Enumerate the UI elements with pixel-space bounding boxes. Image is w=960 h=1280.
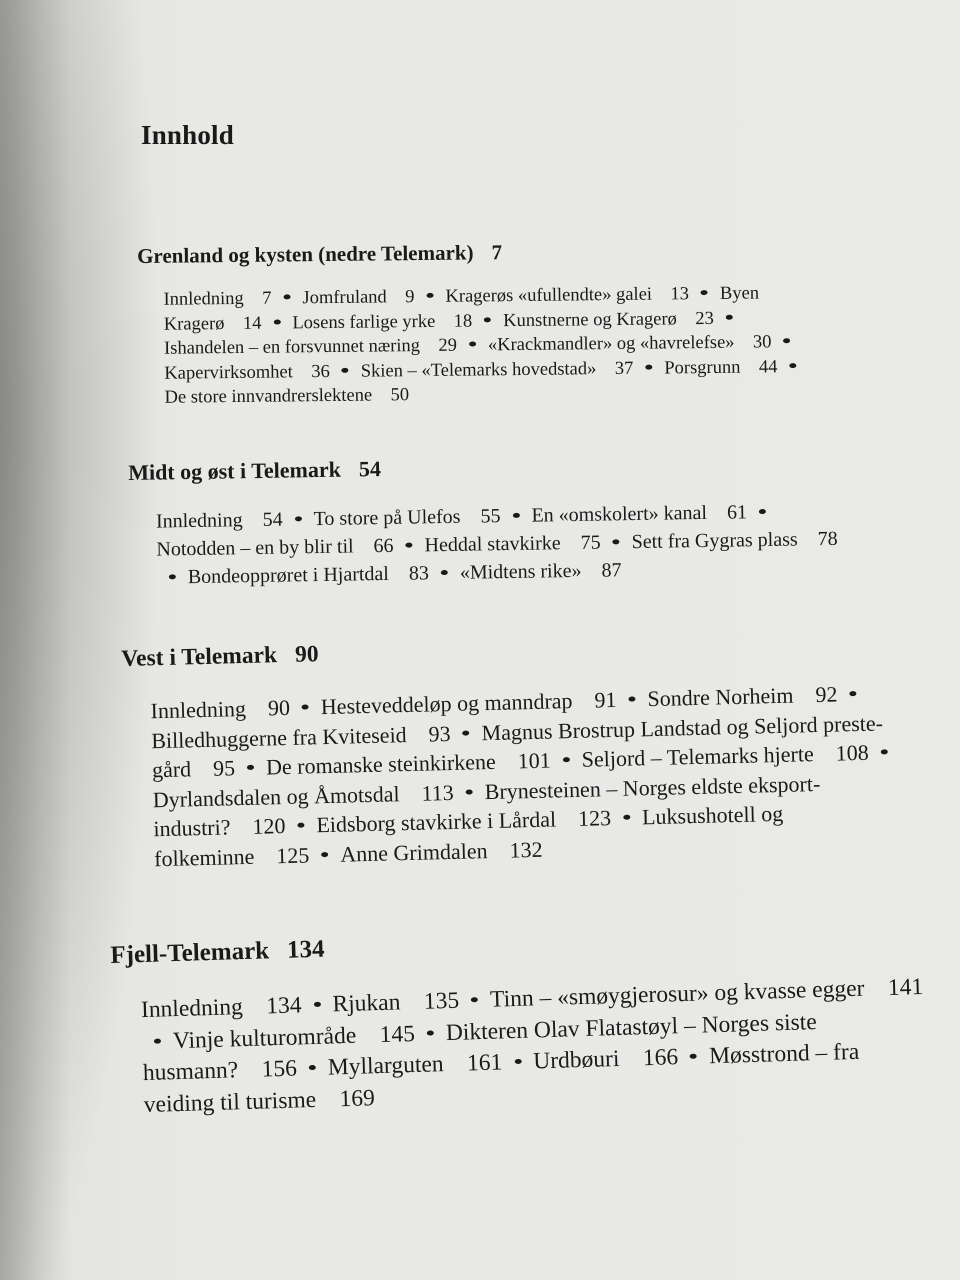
toc-entry-title: Skien – «Telemarks hovedstad» (360, 358, 597, 382)
bullet-icon (701, 290, 708, 295)
toc-entry-title: husmann? (142, 1057, 239, 1087)
toc-entry-title: Innledning (150, 695, 247, 724)
toc-entry-page: 55 (480, 505, 501, 528)
toc-entry-title: Myllarguten (327, 1051, 444, 1081)
toc-entry-page: 50 (390, 385, 410, 406)
toc-entry-title: Losens farlige yrke (292, 311, 436, 333)
section-heading-page: 54 (358, 456, 382, 482)
toc-entry-title: Anne Grimdalen (340, 837, 488, 867)
toc-entry-title: Ishandelen – en forsvunnet næring (163, 336, 421, 359)
toc-entry-page: 108 (835, 739, 869, 766)
bullet-icon (628, 697, 635, 702)
bullet-icon (283, 295, 290, 300)
toc-entry-title: industri? (153, 814, 231, 842)
bullet-icon (881, 750, 888, 755)
bullet-icon (247, 765, 254, 770)
toc-entry-page: 101 (517, 747, 552, 774)
toc-entry-page: 161 (466, 1049, 503, 1077)
toc-entry-page: 7 (262, 288, 272, 309)
toc-entry-title: Magnus Brostrup Landstad og Seljord preste- (481, 709, 884, 745)
toc-entry-title: To store på Ulefos (313, 505, 461, 531)
toc-entry-page: 37 (614, 358, 634, 379)
toc-entry-title: Brynesteinen – Norges eldste eksport- (484, 770, 821, 804)
toc-entry-title: Jomfruland (302, 287, 387, 309)
bullet-icon (512, 513, 519, 518)
toc-entry-title: Urdbøuri (532, 1045, 620, 1075)
toc-entry-title: En «omskolert» kanal (531, 501, 708, 527)
toc-entry-title: Sondre Norheim (647, 682, 794, 712)
toc-entry-title: Dikteren Olav Flatastøyl – Norges siste (445, 1008, 818, 1046)
bullet-icon (309, 1065, 316, 1070)
toc-entry-title: gård (151, 756, 192, 783)
bullet-icon (154, 1038, 161, 1043)
toc-entry-page: 36 (311, 361, 330, 382)
bullet-icon (342, 368, 349, 373)
bullet-icon (302, 705, 309, 710)
toc-entry-page: 90 (267, 694, 291, 721)
toc-entry-title: De romanske steinkirkene (265, 748, 497, 780)
toc-entry-page: 83 (408, 562, 430, 585)
toc-entry-page: 125 (276, 841, 310, 868)
toc-entry-page: 87 (601, 559, 622, 582)
toc-entry-page: 169 (339, 1084, 376, 1112)
bullet-icon (313, 1002, 320, 1007)
section-heading-title: Vest i Telemark (121, 642, 278, 672)
bullet-icon (484, 317, 491, 322)
toc-entry-title: Rjukan (332, 989, 401, 1018)
bullet-icon (613, 539, 620, 544)
toc-entry-title: Notodden – en by blir til (156, 535, 354, 561)
section-entries (156, 497, 839, 592)
toc-entry-page: 92 (815, 681, 838, 708)
toc-entry-title: «Midtens rike» (459, 559, 582, 584)
toc-entry-title: Kragerø (163, 313, 225, 335)
section-heading (110, 918, 922, 970)
section-heading-page: 7 (491, 240, 503, 265)
section-entries (163, 281, 808, 410)
section-heading (137, 237, 807, 269)
bullet-icon (469, 342, 476, 347)
toc-entry-page: 9 (405, 287, 415, 308)
bullet-icon (849, 691, 856, 696)
page-fold-shadow (0, 0, 70, 1280)
toc-entry-title: De store innvandrerslektene (164, 385, 373, 408)
section-heading (121, 627, 897, 673)
section-heading-page: 134 (286, 935, 325, 964)
toc-entry-title: Heddal stavkirke (424, 532, 561, 557)
toc-entry-page: 18 (453, 310, 473, 332)
toc-entry-title: Hesteveddeløp og manndrap (320, 687, 573, 720)
toc-entry-title: Eidsborg stavkirke i Lårdal (316, 806, 557, 838)
bullet-icon (463, 730, 470, 735)
toc-entry-title: folkeminne (153, 843, 255, 871)
bullet-icon (295, 516, 302, 521)
bullet-icon (645, 364, 652, 369)
toc-entry-title: Dyrlandsdalen og Åmotsdal (152, 780, 400, 812)
section-entries (150, 678, 902, 873)
toc-entry-title: Billedhuggerne fra Kviteseid (151, 721, 407, 753)
toc-entry-title: Sett fra Gygras plass (631, 528, 798, 554)
bullet-icon (441, 570, 448, 575)
bullet-icon (623, 815, 630, 820)
section-heading-title: Fjell-Telemark (110, 937, 270, 969)
toc-entry-page: 30 (752, 332, 772, 353)
toc-entry-title: Møsstrond – fra (708, 1038, 860, 1070)
toc-entry-page: 44 (758, 356, 778, 377)
toc-entry-title: «Krackmandler» og «havrelefse» (487, 332, 735, 356)
bullet-icon (514, 1059, 521, 1064)
toc-entry-page: 29 (438, 335, 458, 356)
bullet-icon (406, 542, 413, 547)
section-heading-title: Midt og øst i Telemark (128, 456, 342, 485)
toc-entry-title: Innledning (140, 994, 244, 1024)
toc-entry-page: 156 (261, 1055, 298, 1083)
toc-section (110, 918, 926, 1122)
bullet-icon (563, 758, 570, 763)
toc-entry-page: 113 (421, 779, 455, 806)
toc-entry-title: Tinn – «smøygjerosur» og kvasse egger (489, 975, 865, 1013)
toc-entry-title: Byen (719, 283, 760, 304)
bullet-icon (690, 1054, 697, 1059)
bullet-icon (726, 315, 733, 320)
toc-entry-page: 93 (428, 720, 451, 747)
toc-entry-page: 78 (817, 527, 838, 551)
section-entries (141, 972, 927, 1121)
toc-entry-page: 23 (695, 308, 714, 329)
bullet-icon (471, 997, 478, 1002)
toc-entry-page: 135 (423, 987, 460, 1015)
bullet-icon (273, 319, 280, 324)
toc-entry-page: 166 (642, 1044, 679, 1072)
bullet-icon (789, 363, 796, 368)
toc-entry-page: 75 (580, 531, 601, 554)
toc-entry-page: 145 (379, 1020, 416, 1048)
toc-entry-page: 66 (373, 534, 394, 558)
toc-section (137, 237, 809, 411)
bullet-icon (466, 789, 473, 794)
toc-entry-title: Kragerøs «ufullendte» galei (445, 284, 653, 307)
section-heading-page: 90 (294, 641, 319, 668)
toc-entry-page: 54 (262, 508, 283, 531)
bullet-icon (426, 293, 433, 298)
toc-entry-title: Porsgrunn (664, 357, 741, 378)
bullet-icon (297, 823, 304, 828)
toc-entry-page: 134 (265, 992, 302, 1020)
toc-entry-title: Kunstnerne og Kragerø (503, 308, 677, 331)
toc-entry-page: 61 (726, 501, 748, 524)
bullet-icon (427, 1030, 434, 1035)
page-title: Innhold (141, 120, 234, 150)
toc-entry-title: Vinje kulturområde (172, 1022, 357, 1054)
bullet-icon (783, 338, 790, 343)
toc-entry-title: Luksushotell og (641, 800, 784, 830)
toc-entry-page: 95 (212, 755, 236, 781)
toc-entry-page: 91 (594, 686, 617, 713)
toc-section (121, 627, 902, 874)
bullet-icon (169, 574, 176, 579)
toc-entry-page: 123 (577, 805, 612, 831)
toc-section (128, 449, 838, 592)
toc-entry-page: 14 (242, 313, 262, 334)
toc-entry-page: 141 (887, 973, 924, 1001)
section-heading (128, 449, 837, 486)
toc-entry-title: Bondeopprøret i Hjartdal (187, 562, 390, 589)
toc-entry-title: veiding til turisme (143, 1086, 317, 1118)
toc-entry-page: 132 (509, 836, 543, 863)
bullet-icon (321, 852, 328, 857)
toc-entry-title: Seljord – Telemarks hjerte (581, 741, 814, 772)
toc-entry-page: 120 (252, 813, 286, 839)
section-heading-title: Grenland og kysten (nedre Telemark) (137, 240, 474, 268)
toc-entry-title: Innledning (155, 509, 243, 533)
toc-entry-title: Innledning (163, 288, 244, 310)
toc-entry-title: Kapervirksomhet (164, 361, 293, 384)
bullet-icon (759, 509, 766, 514)
toc-entry-page: 13 (670, 284, 690, 305)
